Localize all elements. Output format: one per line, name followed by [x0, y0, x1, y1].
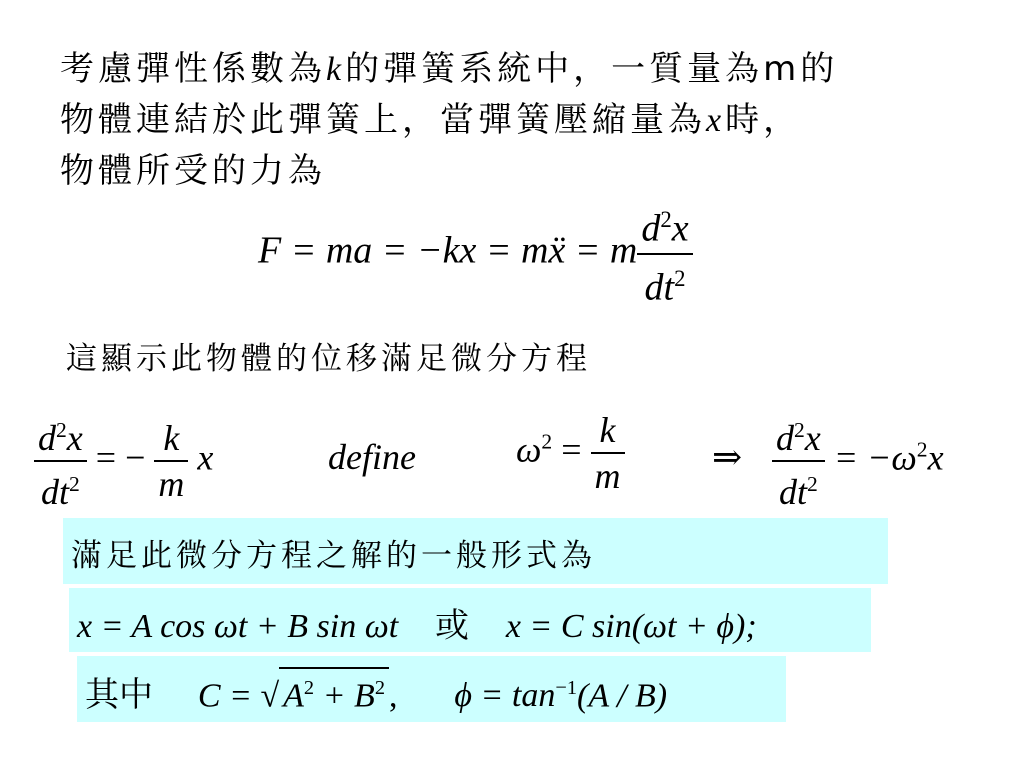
k-over-m-num: k	[154, 416, 188, 462]
solution-title-panel	[63, 518, 888, 584]
differential-equation-note: 這顯示此物體的位移滿足微分方程	[66, 341, 591, 377]
or-label: 或	[435, 606, 470, 646]
omega-frac-num: k	[591, 408, 625, 454]
ode-lhs-fraction	[34, 408, 213, 514]
ode-num-x: x	[66, 418, 83, 458]
force-equation	[258, 196, 693, 311]
where-label: 其中	[85, 675, 153, 716]
intro-line-2	[60, 95, 980, 146]
intro-paragraph	[60, 44, 980, 196]
intro-text-2a: 物體連結於此彈簧上，當彈簧壓縮量為	[60, 100, 706, 140]
force-equation-lhs: F = ma = −kx = m	[258, 229, 549, 272]
frac-num-sup: 2	[660, 207, 672, 232]
acceleration-symbol: ẍ	[548, 229, 566, 272]
harmonic-ode	[772, 408, 944, 514]
intro-text-1a: 考慮彈性係數為	[60, 49, 326, 89]
ode-x: x	[197, 437, 214, 478]
amplitude-lhs: C =	[197, 677, 261, 715]
omega-equals: =	[561, 429, 582, 470]
phase-argument: (A / B)	[577, 677, 668, 715]
constants-line	[85, 667, 667, 716]
frac-den-dt: dt	[644, 266, 675, 309]
force-equation-mid: = m	[565, 229, 638, 272]
harmonic-rhs-sup: 2	[916, 437, 928, 462]
omega-definition	[516, 408, 625, 498]
general-solution-form-b: x = C sin(ωt + ϕ);	[505, 608, 757, 645]
radicand-sup-b: 2	[374, 677, 386, 699]
omega-frac-den: m	[594, 456, 621, 496]
radicand-a: A	[283, 677, 304, 715]
ode-num-sup: 2	[56, 418, 67, 442]
define-label: define	[328, 437, 416, 477]
k-over-m-den: m	[158, 464, 185, 504]
general-solution-line	[77, 598, 757, 647]
harmonic-den-sup: 2	[807, 472, 818, 496]
amplitude-comma: ,	[389, 677, 398, 715]
spring-constant-symbol: k	[326, 51, 346, 88]
phase-expression: ϕ = tan	[454, 677, 556, 715]
general-solution-form-a: x = A cos ωt + B sin ωt	[77, 608, 399, 645]
harmonic-den-dt: dt	[778, 472, 807, 512]
intro-line-3: 物體所受的力為	[60, 151, 326, 191]
solution-title: 滿足此微分方程之解的一般形式為	[71, 538, 596, 574]
harmonic-rhs-x: x	[927, 437, 944, 478]
harmonic-rhs: = −ω	[833, 437, 917, 478]
intro-line-1	[60, 44, 980, 95]
ode-num-d: d	[38, 418, 56, 458]
harmonic-num-x: x	[804, 418, 821, 458]
implies-arrow: ⇒	[712, 437, 743, 477]
arctan-sup: −1	[555, 677, 578, 699]
ode-den-dt: dt	[40, 472, 69, 512]
radicand-sup-a: 2	[303, 677, 315, 699]
harmonic-num-sup: 2	[794, 418, 805, 442]
constants-panel	[77, 656, 786, 722]
compression-symbol: x	[706, 102, 726, 139]
frac-num-x: x	[671, 207, 689, 250]
radicand-plus-b: + B	[314, 677, 375, 715]
general-solution-panel	[69, 588, 871, 652]
frac-den-sup: 2	[674, 265, 686, 291]
sqrt-sign: √	[260, 677, 280, 715]
intro-text-1b: 的彈簧系統中，一質量為m的	[345, 49, 839, 89]
second-derivative-fraction	[637, 196, 692, 311]
ode-den-sup: 2	[69, 472, 80, 496]
intro-text-2b: 時，	[725, 100, 802, 140]
sqrt-radicand	[279, 667, 389, 715]
omega-sup: 2	[541, 429, 553, 454]
harmonic-num-d: d	[776, 418, 794, 458]
omega-symbol: ω	[516, 429, 542, 470]
frac-num-d: d	[641, 207, 661, 250]
ode-equals-minus: = −	[95, 437, 146, 478]
